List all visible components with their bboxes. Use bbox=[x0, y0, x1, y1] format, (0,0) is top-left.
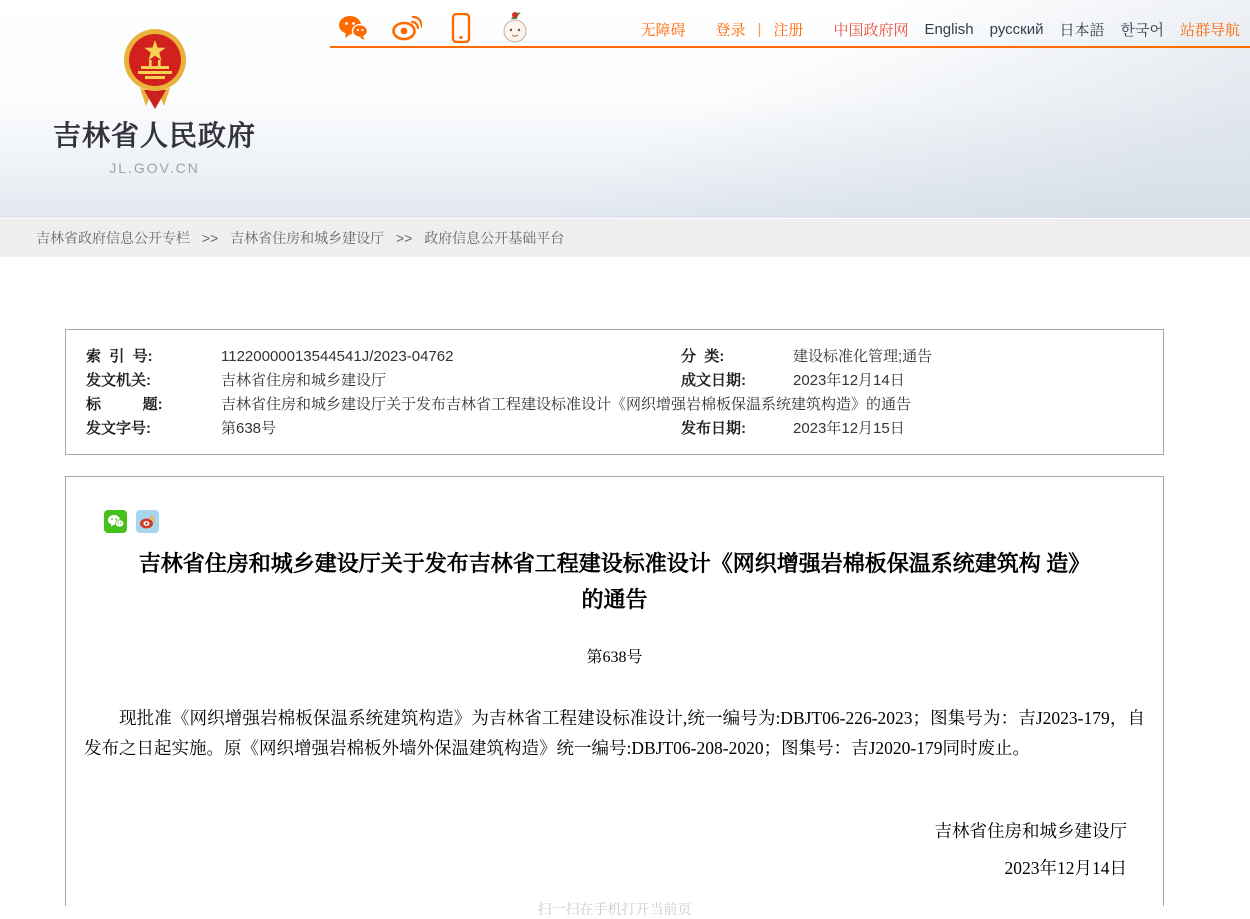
lang-korean-link[interactable]: 한국어 bbox=[1120, 22, 1164, 39]
site-title: 吉林省人民政府 bbox=[52, 120, 256, 151]
document-number: 第638号 bbox=[586, 649, 643, 666]
gov-cn-link[interactable]: 中国政府网 bbox=[833, 22, 909, 39]
meta-label-category: 分 类: bbox=[681, 348, 725, 365]
wechat-icon[interactable] bbox=[338, 13, 368, 43]
mascot-icon[interactable] bbox=[500, 13, 530, 43]
meta-label-issuing-org: 发文机关: bbox=[86, 372, 151, 389]
scan-qr-tip: 扫一扫在手机打开当前页 bbox=[537, 901, 692, 917]
meta-label-title: 标 题: bbox=[86, 396, 163, 413]
signature-date: 2023年12月14日 bbox=[1004, 858, 1127, 878]
meta-value-category: 建设标准化管理;通告 bbox=[793, 348, 933, 365]
document-meta-table bbox=[65, 329, 1164, 455]
signature-org: 吉林省住房和城乡建设厅 bbox=[934, 821, 1127, 841]
document-signature bbox=[66, 813, 1163, 887]
meta-value-doc-number: 第638号 bbox=[221, 420, 277, 437]
register-link[interactable]: 注册 bbox=[773, 22, 804, 39]
top-utility-links bbox=[640, 19, 1240, 40]
header-divider bbox=[330, 46, 1250, 48]
site-logo[interactable] bbox=[52, 26, 257, 176]
meta-value-issuing-org: 吉林省住房和城乡建设厅 bbox=[221, 372, 387, 389]
breadcrumb-item-platform[interactable]: 政府信息公开基础平台 bbox=[424, 230, 565, 246]
lang-japanese-link[interactable]: 日本語 bbox=[1059, 22, 1105, 39]
document-content-panel bbox=[65, 476, 1164, 917]
weibo-icon[interactable] bbox=[392, 13, 422, 43]
lang-english-link[interactable]: English bbox=[924, 21, 974, 38]
link-divider: | bbox=[757, 21, 762, 38]
lang-russian-link[interactable]: русский bbox=[989, 21, 1044, 38]
meta-value-index-no: 11220000013544541J/2023-04762 bbox=[221, 348, 454, 365]
share-bar bbox=[104, 510, 1163, 533]
breadcrumb-item-department[interactable]: 吉林省住房和城乡建设厅 bbox=[230, 230, 385, 246]
mobile-icon[interactable] bbox=[446, 13, 476, 43]
meta-label-written-date: 成文日期: bbox=[681, 372, 746, 389]
site-domain: JL.GOV.CN bbox=[109, 160, 200, 176]
site-nav-link[interactable]: 站群导航 bbox=[1179, 22, 1240, 39]
meta-value-title: 吉林省住房和城乡建设厅关于发布吉林省工程建设标准设计《网织增强岩棉板保温系统建筑构造》的通告 bbox=[221, 396, 912, 413]
breadcrumb bbox=[0, 219, 1250, 257]
national-emblem-icon bbox=[122, 26, 188, 110]
meta-label-index-no: 索 引 号: bbox=[86, 348, 153, 365]
wechat-share-icon[interactable] bbox=[104, 510, 127, 533]
social-icon-bar bbox=[338, 11, 530, 45]
meta-value-written-date: 2023年12月14日 bbox=[793, 372, 905, 389]
meta-label-doc-number: 发文字号: bbox=[86, 420, 151, 437]
breadcrumb-separator: >> bbox=[396, 230, 413, 246]
meta-label-publish-date: 发布日期: bbox=[681, 420, 746, 437]
document-body: 现批准《网织增强岩棉板保温系统建筑构造》为吉林省工程建设标准设计,统一编号为:DBJT06-226-2023；图集号为：吉J2023-179，自发布之日起实施。原《网织增强岩棉板外墙外保温建筑构造》统一编号:DBJT06-208-2020；图集号：吉J2020-179同时废止。 bbox=[84, 708, 1145, 758]
accessibility-link[interactable]: 无障碍 bbox=[640, 22, 686, 39]
meta-value-publish-date: 2023年12月15日 bbox=[793, 420, 905, 437]
breadcrumb-item-open-column[interactable]: 吉林省政府信息公开专栏 bbox=[36, 230, 190, 246]
login-link[interactable]: 登录 bbox=[715, 22, 746, 39]
weibo-share-icon[interactable] bbox=[136, 510, 159, 533]
top-banner bbox=[0, 0, 1250, 218]
breadcrumb-separator: >> bbox=[201, 230, 219, 246]
document-title: 吉林省住房和城乡建设厅关于发布吉林省工程建设标准设计《网织增强岩棉板保温系统建筑构 造》的通告 bbox=[138, 551, 1091, 612]
